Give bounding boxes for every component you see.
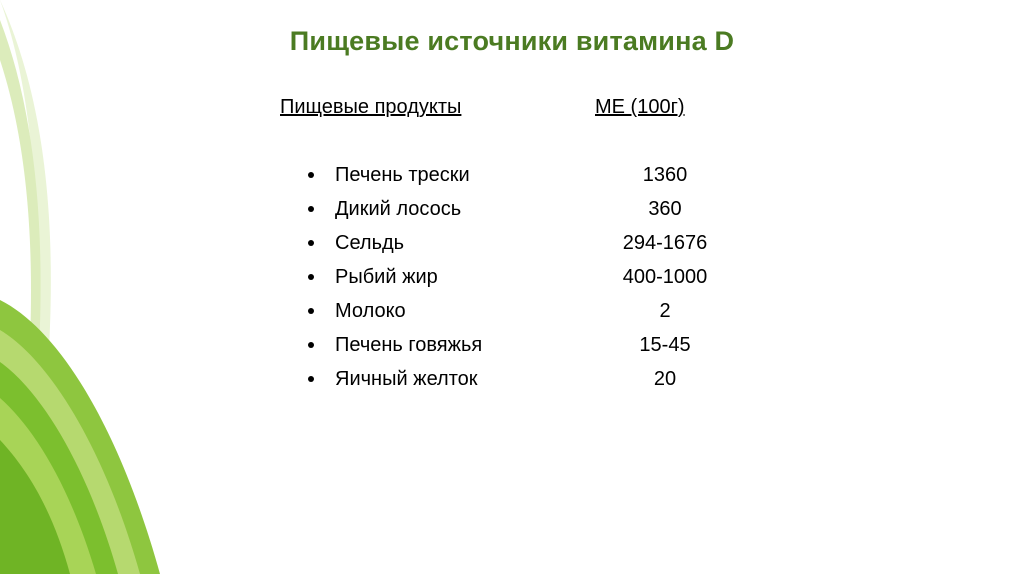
table-row [250, 300, 810, 338]
table-row [250, 164, 810, 202]
food-name: Молоко [335, 300, 406, 322]
food-name: Рыбий жир [335, 266, 438, 288]
column-header-food: Пищевые продукты [280, 96, 462, 118]
food-name: Яичный желток [335, 368, 478, 390]
food-name: Печень трески [335, 164, 470, 186]
bullet-icon [308, 274, 314, 280]
bullet-icon [308, 240, 314, 246]
food-value: 1360 [642, 164, 688, 186]
green-swoosh-decoration [0, 0, 190, 574]
food-name: Дикий лосось [335, 198, 462, 220]
table-body [250, 164, 810, 406]
page-title: Пищевые источники витамина D [289, 26, 735, 56]
food-name: Печень говяжья [335, 334, 483, 356]
table-header-row [250, 96, 810, 130]
food-value: 15-45 [639, 334, 691, 356]
bullet-icon [308, 342, 314, 348]
table-row [250, 266, 810, 304]
table-row [250, 232, 810, 270]
table-row [250, 368, 810, 406]
table-row [250, 334, 810, 372]
table-row [250, 198, 810, 236]
food-value: 400-1000 [622, 266, 708, 288]
column-header-units: МЕ (100г) [595, 96, 685, 118]
nutrition-table [250, 96, 810, 406]
food-name: Сельдь [335, 232, 405, 254]
bullet-icon [308, 206, 314, 212]
food-value: 294-1676 [622, 232, 708, 254]
bullet-icon [308, 308, 314, 314]
food-value: 20 [653, 368, 677, 390]
food-value: 360 [648, 198, 682, 220]
food-value: 2 [659, 300, 671, 322]
bullet-icon [308, 172, 314, 178]
bullet-icon [308, 376, 314, 382]
